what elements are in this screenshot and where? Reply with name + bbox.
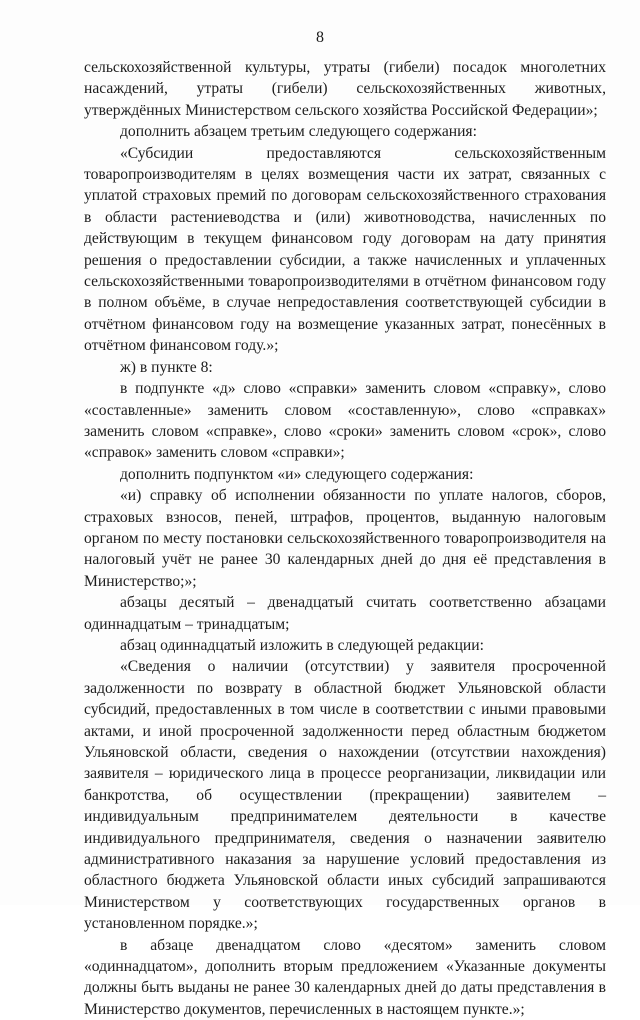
paragraph-instruction: дополнить подпунктом «и» следующего содержания: [120,465,474,483]
paragraph-instruction: в абзаце двенадцатом слово «десятом» заменить словом «одиннадцатом», дополнить вторым предложением «Указанные документы должны быть выданы не ранее 30 календарных дней до даты представления в Министерство документов, перечисленных в настоящем пункте.»; [84,936,606,1018]
paragraph-instruction: дополнить абзацем третьим следующего содержания: [120,123,477,141]
paragraph-quoted-text: «Субсидии предоставляются сельскохозяйственным товаропроизводителям в целях возмещения части их затрат, связанных с уплатой страховых премий по договорам сельскохозяйственного страхования в области растениеводства и (или) животноводства, начисленных по действующим в текущем финансовом году договорам на дату принятия решения о предоставлении субсидии, а также начисленных и уплаченных сельскохозяйственными товаропроизводителями в отчётном финансовом году в полном объёме, в случае непредоставления соответствующей субсидии в отчётном финансовом году на возмещение указанных затрат, понесённых в отчётном финансовом году.»; [84,144,606,355]
page-number: 8 [316,29,324,46]
paragraph-item-heading: ж) в пункте 8: [120,358,213,376]
paragraph-instruction: абзацы десятый – двенадцатый считать соответственно абзацами одиннадцатым – тринадцатым; [84,594,606,633]
paragraph-continuation: сельскохозяйственной культуры, утраты (гибели) посадок многолетних насаждений, утраты (гибели) сельскохозяйственных животных, утверждённых Министерством сельского хозяйства Российской Федерации»; [84,59,606,119]
document-body [84,57,606,1020]
paragraph-quoted-text: «Сведения о наличии (отсутствии) у заявителя просроченной задолженности по возврату в областной бюджет Ульяновской области субсидий, предоставленных в том числе в соответствии с иными правовыми актами, и иной просроченной задолженности перед областным бюджетом Ульяновской области, сведения о нахождении (отсутствии нахождения) заявителя – юридического лица в процессе реорганизации, ликвидации или банкротства, об осуществлении (прекращении) заявителем – индивидуальным предпринимателем деятельности в качестве индивидуального предпринимателя, сведения о назначении заявителю административного наказания за нарушение условий предоставления из областного бюджета Ульяновской области иных субсидий запрашиваются Министерством у соответствующих государственных органов в установленном порядке.»; [84,658,606,933]
paragraph-instruction: в подпункте «д» слово «справки» заменить словом «справку», слово «составленные» заменить словом «составленную», слово «справках» заменить словом «справке», слово «сроки» заменить словом «срок», слово «справок» заменить словом «справки»; [84,380,606,462]
paragraph-instruction: абзац одиннадцатый изложить в следующей редакции: [120,636,484,654]
paragraph-quoted-text: «и) справку об исполнении обязанности по уплате налогов, сборов, страховых взносов, пеней, штрафов, процентов, выданную налоговым органом по месту постановки сельскохозяйственного товаропроизводителя на налоговый учёт не ранее 30 календарных дней до дня её представления в Министерство;»; [84,487,606,590]
